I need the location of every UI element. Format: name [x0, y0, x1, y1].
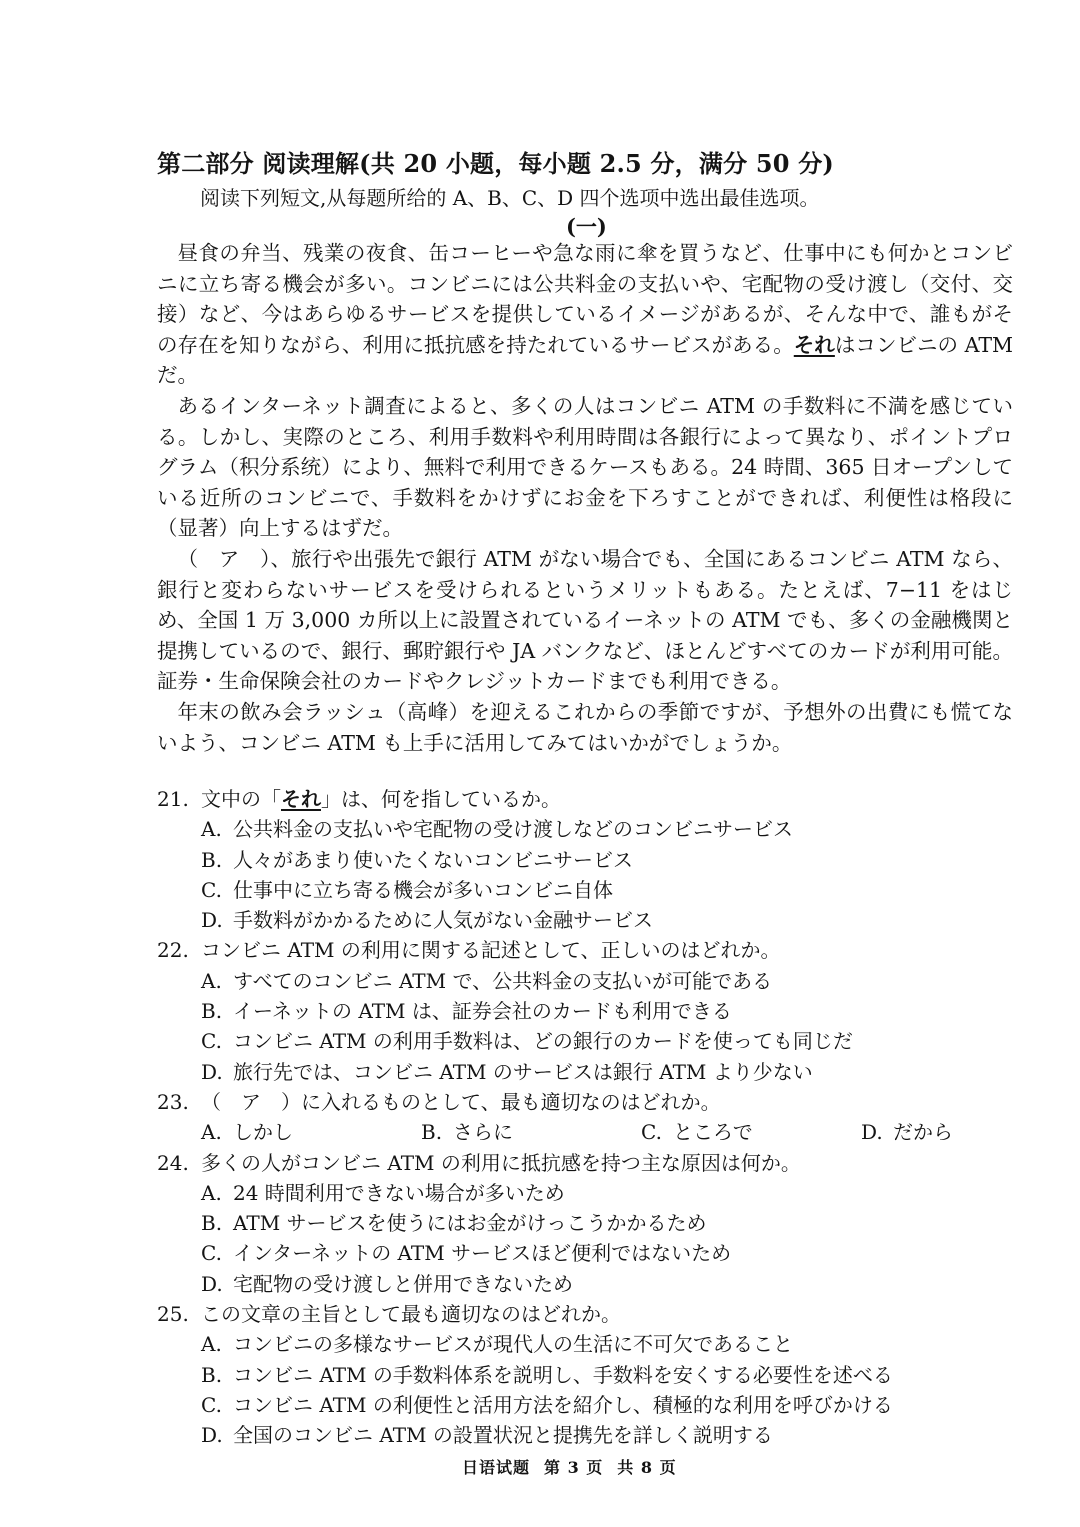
option-letter: D.	[201, 1059, 223, 1084]
stem-text-end: 」は、何を指しているか。	[321, 787, 561, 811]
paragraph-1-ending: はコンビニの ATM だ。	[157, 332, 1014, 388]
stem-text: 文中の「	[201, 787, 281, 811]
option-letter: A.	[201, 968, 222, 993]
passage-paragraph-3: （ ア ）、旅行や出張先で銀行 ATM がない場合でも、全国にあるコンビニ ATM なら、銀行と変わらないサービスを受けられるというメリットもある。たとえば、7−11 をはじめ、全国 1 万 3,000 カ所以上に設置されているイーネットの ATM でも、多くの金融機関と提携しているので、銀行、郵貯銀行や JA バンクなど、ほとんどすべてのカードが利用可能。証券・生命保険会社のカードやクレジットカードまでも利用できる。	[157, 546, 1013, 694]
option-letter: D.	[201, 908, 223, 933]
passage-paragraph-2: あるインターネット調査によると、多くの人はコンビニ ATM の手数料に不満を感じている。しかし、実際のところ、利用手数料や利用時間は各銀行によって異なり、ポイントプログラム（积分系统）により、無料で利用できるケースもある。24 時間、365 日オープンしている近所のコンビニで、手数料をかけずにお金を下ろすことができれば、利便性は格段に（显著）向上するはずだ。	[157, 393, 1013, 541]
option-c	[157, 1390, 1017, 1420]
question-number: 24.	[157, 1150, 189, 1175]
passage-paragraph-4: 年末の飲み会ラッシュ（高峰）を迎えるこれからの季節ですが、予想外の出費にも慌てないよう、コンビニ ATM も上手に活用してみてはいかがでしょうか。	[157, 699, 1013, 755]
option-d	[157, 1420, 1017, 1450]
footer-total-pages: 共 8 页	[617, 1458, 677, 1477]
stem-text: （ ア ）に入れるものとして、最も適切なのはどれか。	[201, 1089, 721, 1114]
stem-text: この文章の主旨として最も適切なのはどれか。	[201, 1302, 621, 1327]
paragraph-1-text: 昼食の弁当、残業の夜食、缶コーヒーや急な雨に傘を買うなど、仕事中にも何かとコンビニに立ち寄る機会が多い。コンビニには公共料金の支払いや、宅配物の受け渡し（交付、交接）など、今はあらゆるサービスを提供しているイメージがあるが、そんな中で、誰もがその存在を知りながら、利用に抵抗感を持たれているサービスがある。	[157, 241, 1013, 357]
option-letter: C.	[201, 1029, 222, 1054]
option-d	[157, 1269, 1017, 1299]
option-text: しかし	[233, 1120, 293, 1145]
question-22	[157, 935, 1017, 1086]
option-letter: B.	[201, 1211, 223, 1236]
option-a	[157, 966, 1017, 996]
passage-paragraph-1	[157, 238, 1013, 391]
option-letter: A.	[201, 1180, 222, 1205]
option-b	[157, 845, 1017, 875]
question-25	[157, 1299, 1017, 1450]
option-letter: C.	[201, 877, 222, 902]
option-letter: D.	[201, 1271, 223, 1296]
question-number: 23.	[157, 1089, 189, 1114]
option-text: ところで	[673, 1120, 753, 1145]
stem-keyword: それ	[281, 787, 321, 811]
option-text: コンビニの多様なサービスが現代人の生活に不可欠であること	[233, 1332, 793, 1357]
option-b	[157, 1208, 1017, 1238]
option-letter: B.	[201, 847, 223, 872]
option-c	[157, 1026, 1017, 1056]
option-d	[861, 1117, 953, 1147]
option-text: 仕事中に立ち寄る機会が多いコンビニ自体	[233, 877, 613, 902]
option-letter: C.	[201, 1392, 222, 1417]
option-letter: B.	[201, 1362, 223, 1387]
stem-text: コンビニ ATM の利用に関する記述として、正しいのはどれか。	[201, 938, 781, 963]
option-b	[157, 996, 1017, 1026]
option-text: コンビニ ATM の利便性と活用方法を紹介し、積極的な利用を呼びかける	[233, 1392, 893, 1417]
option-letter: A.	[201, 1120, 222, 1145]
option-letter: A.	[201, 1332, 222, 1357]
question-24	[157, 1148, 1017, 1299]
question-stem	[157, 1148, 1017, 1178]
option-letter: C.	[641, 1120, 662, 1145]
option-text: 全国のコンビニ ATM の設置状況と提携先を詳しく説明する	[233, 1423, 773, 1448]
option-letter: D.	[861, 1120, 883, 1145]
option-b	[421, 1117, 641, 1147]
option-d	[157, 905, 1017, 935]
option-c	[157, 1238, 1017, 1268]
option-text: ATM サービスを使うにはお金がけっこうかかるため	[233, 1211, 707, 1236]
option-c	[157, 875, 1017, 905]
option-a	[157, 1178, 1017, 1208]
option-a	[157, 814, 1017, 844]
option-row	[157, 1117, 1017, 1147]
reading-passage	[157, 238, 1013, 758]
question-stem	[157, 1087, 1017, 1117]
option-d	[157, 1057, 1017, 1087]
option-text: さらに	[453, 1120, 513, 1145]
question-21	[157, 784, 1017, 935]
option-text: 公共料金の支払いや宅配物の受け渡しなどのコンビニサービス	[233, 817, 793, 842]
question-list	[157, 784, 1017, 1451]
section-title: 第二部分 阅读理解(共 20 小题，每小题 2.5 分，满分 50 分)	[157, 149, 834, 178]
question-23	[157, 1087, 1017, 1148]
option-text: 宅配物の受け渡しと併用できないため	[233, 1271, 573, 1296]
option-text: だから	[893, 1120, 953, 1145]
page-footer	[462, 1455, 691, 1478]
question-stem	[157, 784, 1017, 814]
footer-subject: 日语试题	[462, 1458, 531, 1477]
question-number: 21.	[157, 787, 189, 811]
option-letter: D.	[201, 1423, 223, 1448]
option-text: 24 時間利用できない場合が多いため	[233, 1180, 565, 1205]
footer-page-number: 第 3 页	[544, 1458, 604, 1477]
option-letter: B.	[421, 1120, 443, 1145]
option-c	[641, 1117, 861, 1147]
option-text: 旅行先では、コンビニ ATM のサービスは銀行 ATM より少ない	[233, 1059, 813, 1084]
option-text: 手数料がかかるために人気がない金融サービス	[233, 908, 653, 933]
option-b	[157, 1360, 1017, 1390]
question-number: 22.	[157, 938, 189, 963]
option-text: イーネットの ATM は、証券会社のカードも利用できる	[233, 999, 732, 1024]
option-text: すべてのコンビニ ATM で、公共料金の支払いが可能である	[233, 968, 773, 993]
passage-number: (一)	[566, 214, 607, 239]
option-text: インターネットの ATM サービスほど便利ではないため	[233, 1241, 732, 1266]
keyword-sore: それ	[793, 332, 835, 357]
question-stem	[157, 1299, 1017, 1329]
option-letter: B.	[201, 999, 223, 1024]
option-letter: C.	[201, 1241, 222, 1266]
option-text: 人々があまり使いたくないコンビニサービス	[233, 847, 633, 872]
option-text: コンビニ ATM の利用手数料は、どの銀行のカードを使っても同じだ	[233, 1029, 853, 1054]
option-a	[157, 1329, 1017, 1359]
question-number: 25.	[157, 1302, 189, 1327]
option-a	[201, 1117, 421, 1147]
option-letter: A.	[201, 817, 222, 842]
question-stem	[157, 935, 1017, 965]
stem-text: 多くの人がコンビニ ATM の利用に抵抗感を持つ主な原因は何か。	[201, 1150, 801, 1175]
section-instruction: 阅读下列短文,从每题所给的 A、B、C、D 四个选项中选出最佳选项。	[200, 186, 820, 210]
option-text: コンビニ ATM の手数料体系を説明し、手数料を安くする必要性を述べる	[233, 1362, 893, 1387]
